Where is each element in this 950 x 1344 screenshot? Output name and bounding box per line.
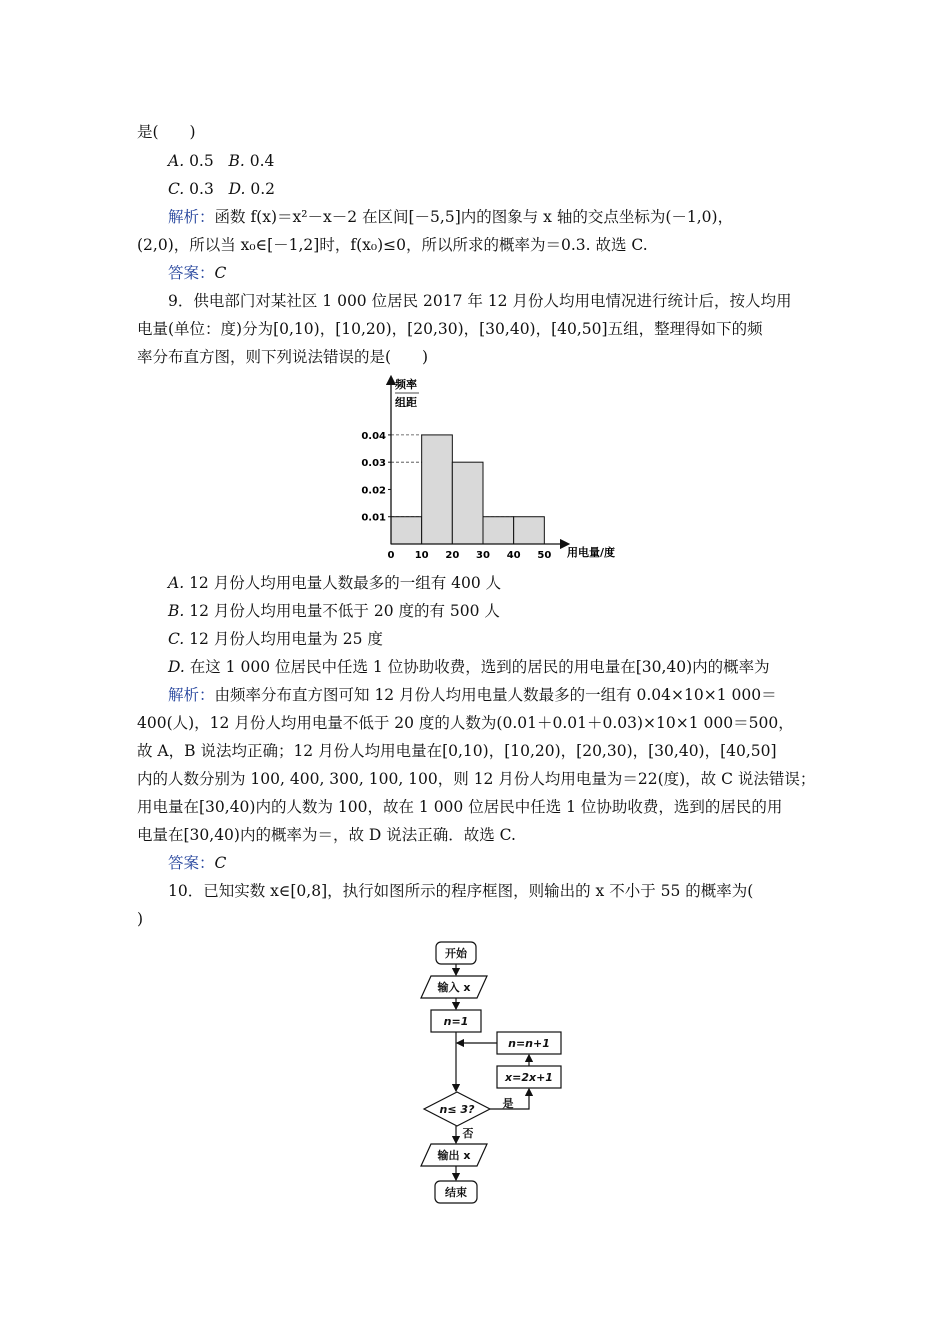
flow-no: 否 (462, 1127, 474, 1140)
q8-answer-label: 答案： (168, 264, 215, 282)
x-tick-label-1: 0 (387, 550, 395, 561)
q8-option-a: 0.5 (189, 152, 214, 170)
q9-analysis-line5: 用电量在[30,40)内的人数为 100，故在 1 000 位居民中任选 1 位协助收费，选到的居民的用 (137, 798, 783, 816)
q8-options-ab (168, 151, 818, 171)
x-label: 用电量/度 (567, 546, 616, 559)
x-tick-label-2: 10 (414, 550, 429, 561)
q10-stem-line1: 10．已知实数 x∈[0,8]，执行如图所示的程序框图，则输出的 x 不小于 55 的概率为( (168, 882, 754, 900)
q9-option-d: D. 在这 1 000 位居民中任选 1 位协助收费，选到的居民的用电量在[30,40)内的概率为 (168, 658, 770, 676)
q8-analysis-line2: (2,0)，所以当 x₀∈[－1,2]时，f(x₀)≤0，所以所求的概率为＝0.3. 故选 C. (137, 236, 648, 254)
q9-option-b: B. 12 月份人均用电量不低于 20 度的有 500 人 (168, 602, 500, 620)
histogram-bar-4 (483, 517, 514, 544)
q9-analysis-line3: 故 A，B 说法均正确；12 月份人均用电量在[0,10)，[10,20)，[20,30)，[30,40)，[40,50] (137, 742, 777, 760)
x-tick-label-4: 30 (476, 550, 490, 561)
y-tick-label-4: 0.04 (361, 430, 386, 442)
q9-answer (168, 853, 818, 873)
q9-option-c: C. 12 月份人均用电量为 25 度 (168, 630, 383, 648)
q8-option-c: 0.3 (189, 180, 214, 198)
histogram-bar-5 (514, 517, 545, 544)
q9-analysis-label: 解析： (168, 686, 215, 704)
frequency-histogram (355, 372, 635, 564)
q8-answer (168, 263, 818, 283)
q9-stem-line1: 9．供电部门对某社区 1 000 位居民 2017 年 12 月份人均用电情况进行统计后，按人均用 (168, 292, 792, 310)
q8-option-a-label: A. (168, 152, 185, 170)
q8-option-b-label: B. (228, 152, 245, 170)
q8-option-c-label: C. (168, 180, 185, 198)
q8-analysis-label: 解析： (168, 208, 215, 226)
y-label-bottom: 组距 (395, 396, 417, 409)
x-tick-label-3: 20 (445, 550, 460, 561)
q8-analysis-line1: 解析：函数 f(x)＝x²－x－2 在区间[－5,5]内的图象与 x 轴的交点坐标为(－1,0)， (168, 208, 734, 226)
q9-answer-label: 答案： (168, 854, 215, 872)
x-tick-label-6: 50 (537, 550, 552, 561)
q9-analysis-line4: 内的人数分别为 100, 400, 300, 100, 100，则 12 月份人均用电量为＝22(度)，故 C 说法错误； (137, 770, 816, 788)
q9-answer-value: C (214, 854, 227, 872)
q10-stem-line2: ) (137, 910, 144, 928)
flow-yes: 是 (502, 1097, 514, 1110)
q9-analysis-line1: 解析：由频率分布直方图可知 12 月份人均用电量人数最多的一组有 0.04×10×1 000＝ (168, 686, 777, 704)
flow-init: n=1 (443, 1015, 469, 1028)
q8-option-b: 0.4 (249, 152, 275, 170)
flow-output: 输出 x (437, 1149, 471, 1162)
q9-option-a: A. 12 月份人均用电量人数最多的一组有 400 人 (168, 574, 502, 592)
q8-stem-tail: 是( ) (137, 123, 196, 141)
y-label-top: 频率 (395, 378, 417, 391)
q9-stem-line3: 率分布直方图，则下列说法错误的是( ) (137, 348, 429, 366)
q9-analysis-line2: 400(人)，12 月份人均用电量不低于 20 度的人数为(0.01＋0.01＋0.03)×10×1 000＝500， (137, 714, 794, 732)
flow-update-n: n=n+1 (508, 1037, 550, 1050)
x-tick-label-5: 40 (506, 550, 521, 561)
q9-stem-line2: 电量(单位：度)分为[0,10)，[10,20)，[20,30)，[30,40)，[40,50]五组，整理得如下的频 (137, 320, 763, 338)
q9-analysis-line6: 电量在[30,40)内的概率为＝，故 D 说法正确．故选 C. (137, 826, 516, 844)
q8-option-d: 0.2 (250, 180, 276, 198)
flow-update-x: x=2x+1 (505, 1071, 553, 1084)
y-tick-label-1: 0.01 (361, 512, 386, 524)
flow-end: 结束 (445, 1186, 467, 1199)
flow-start: 开始 (445, 947, 467, 960)
q8-options-cd (168, 179, 818, 199)
histogram-bar-2 (422, 435, 453, 544)
histogram-bar-3 (452, 462, 483, 544)
q8-answer-value: C (214, 264, 227, 282)
histogram-bar-1 (391, 517, 422, 544)
program-flowchart (400, 932, 580, 1208)
flow-condition: n≤ 3? (439, 1103, 475, 1116)
q8-option-d-label: D. (228, 180, 246, 198)
y-tick-label-2: 0.02 (361, 485, 386, 497)
flow-input: 输入 x (437, 981, 471, 994)
y-tick-label-3: 0.03 (361, 458, 386, 470)
